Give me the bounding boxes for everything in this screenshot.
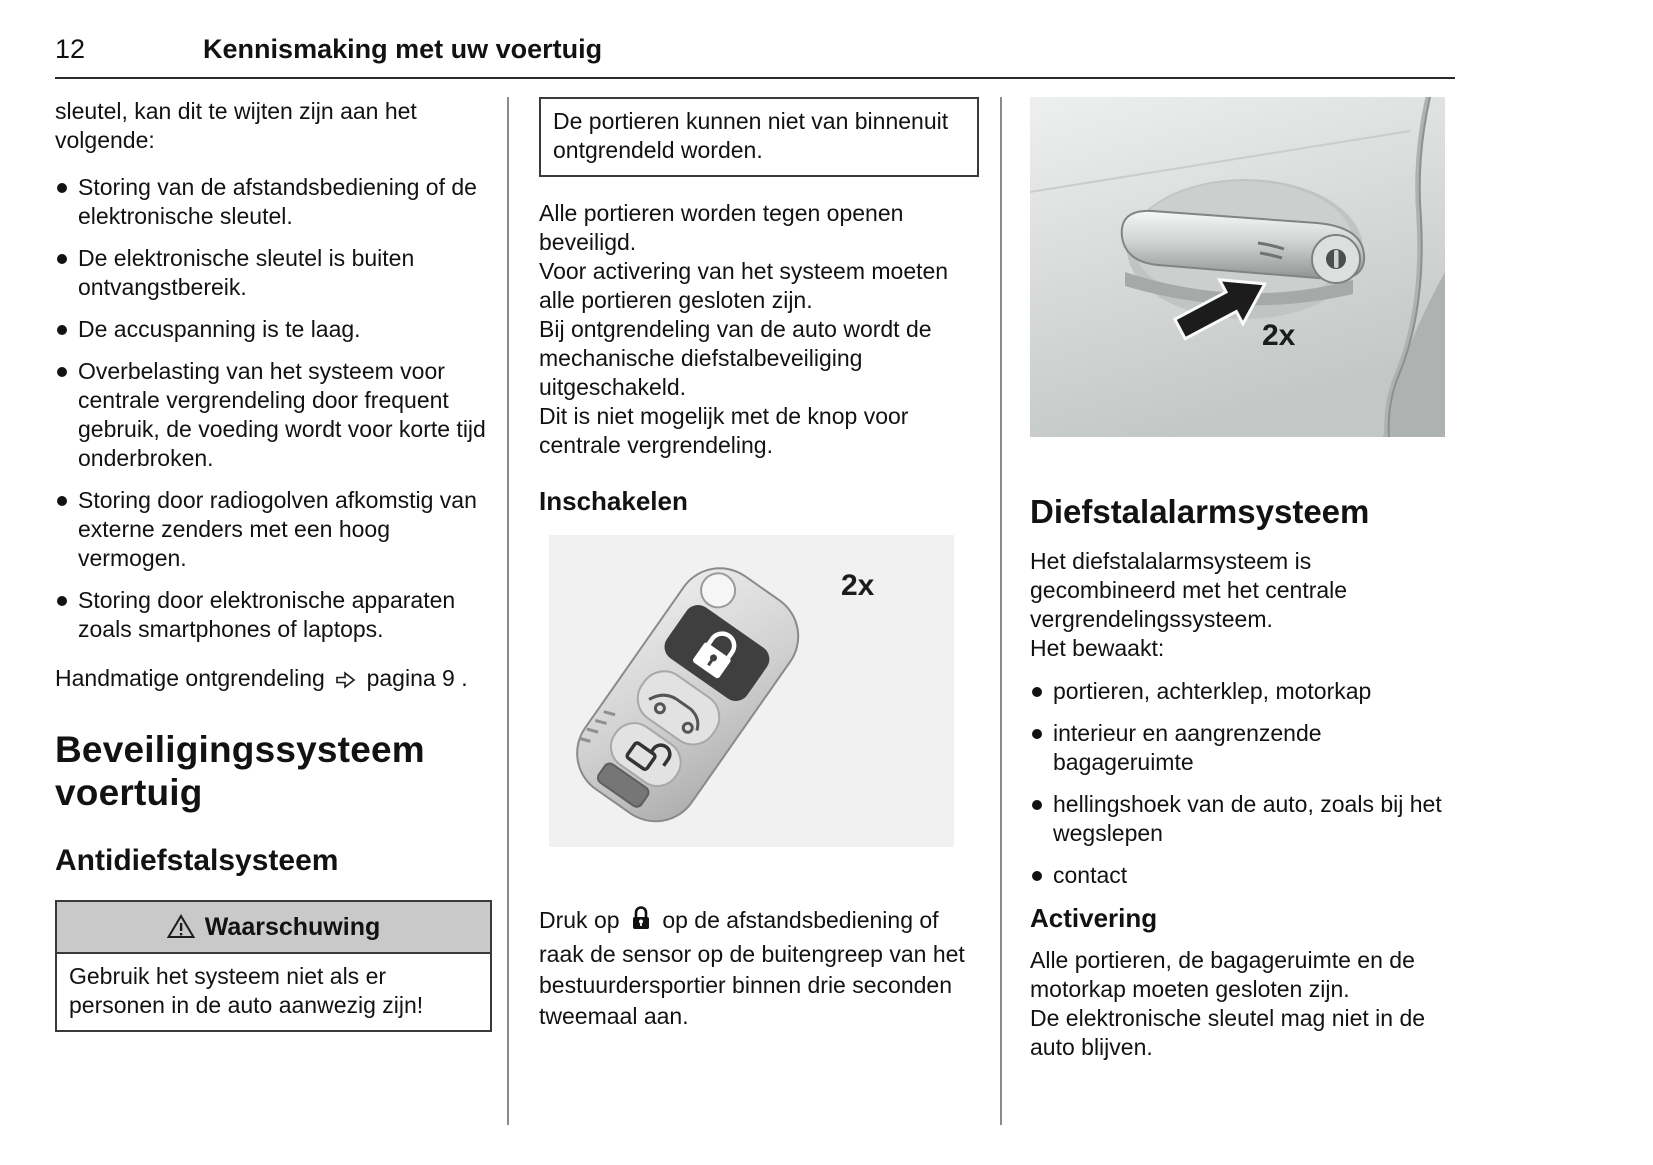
paragraph: Het bewaakt: — [1030, 635, 1165, 661]
list-item-text: hellingshoek van de auto, zoals bij het wegslepen — [1053, 791, 1442, 846]
paragraph: Bij ontgrendeling van de auto wordt de mechanische diefstalbeveiliging uitgeschakeld. — [539, 316, 932, 400]
section-heading: Beveiligingssysteem voertuig — [55, 729, 425, 813]
list-item — [55, 244, 493, 302]
intro-paragraph: sleutel, kan dit te wijten zijn aan het volgende: — [55, 98, 417, 153]
list-item — [55, 586, 493, 644]
paragraph: Voor activering van het systeem moeten alle portieren gesloten zijn. — [539, 258, 949, 313]
warning-triangle-icon — [167, 914, 195, 939]
bullet-icon — [57, 183, 67, 193]
list-item — [55, 173, 493, 231]
bullet-icon — [57, 325, 67, 335]
paragraph: Alle portieren worden tegen openen beveiligd. — [539, 200, 904, 255]
bullet-icon — [1032, 871, 1042, 881]
list-item — [55, 486, 493, 573]
list-item-text: Storing door elektronische apparaten zoals smartphones of laptops. — [78, 587, 456, 642]
page-header — [55, 34, 1455, 79]
list-item-text: interieur en aangrenzende bagageruimte — [1053, 720, 1322, 775]
instruction-paragraph — [539, 905, 984, 1032]
bullet-icon — [1032, 800, 1042, 810]
column-right — [1030, 97, 1454, 1125]
instruction-pre: Druk op — [539, 907, 620, 933]
instruction-post: op de afstandsbediening of raak de sensor op de buitengreep van het bestuurdersportier binnen drie seconden tweemaal aan. — [539, 907, 965, 1029]
press-twice-label: 2x — [841, 569, 875, 602]
page-number: 12 — [55, 34, 86, 64]
list-item — [55, 315, 493, 344]
list-item-text: contact — [1053, 862, 1128, 888]
columns — [55, 97, 1653, 1125]
list-item-text: Storing van de afstandsbediening of de elektronische sleutel. — [78, 174, 477, 229]
list-item — [1030, 861, 1454, 890]
paragraph: De elektronische sleutel mag niet in de auto blijven. — [1030, 1005, 1426, 1060]
list-item-text: De elektronische sleutel is buiten ontvangstbereik. — [78, 245, 415, 300]
activation-paragraphs — [1030, 946, 1454, 1062]
column-left — [55, 97, 493, 1125]
list-item-text: portieren, achterklep, motorkap — [1053, 678, 1372, 704]
bullet-icon — [1032, 729, 1042, 739]
manual-unlock-text: Handmatige ontgrendeling — [55, 665, 325, 691]
list-item-text: Overbelasting van het systeem voor centrale vergrendeling door frequent gebruik, de voeding wordt voor korte tijd onderbroken. — [78, 358, 486, 471]
column-divider — [507, 97, 509, 1125]
column-divider — [1000, 97, 1002, 1125]
paragraph: Dit is niet mogelijk met de knop voor centrale vergrendeling. — [539, 403, 909, 458]
remote-key-drawing — [549, 535, 954, 847]
warning-title: Waarschuwing — [204, 913, 381, 941]
list-item-text: De accuspanning is te laag. — [78, 316, 361, 342]
manual-unlock-line — [55, 664, 493, 696]
subsection-heading: Antidiefstalsysteem — [55, 844, 339, 877]
list-item-text: Storing door radiogolven afkomstig van externe zenders met een hoog vermogen. — [78, 487, 477, 571]
inschakelen-heading: Inschakelen — [539, 486, 688, 516]
warning-box — [55, 900, 492, 1032]
page-reference[interactable]: pagina 9 . — [366, 665, 468, 691]
cause-list — [55, 173, 493, 644]
bullet-icon — [57, 496, 67, 506]
paragraph: Alle portieren, de bagageruimte en de motorkap moeten gesloten zijn. — [1030, 947, 1415, 1002]
column-middle — [539, 97, 984, 1125]
bullet-icon — [57, 254, 67, 264]
list-item — [1030, 677, 1454, 706]
monitored-list — [1030, 677, 1454, 890]
alarm-heading: Diefstalalarmsysteem — [1030, 493, 1370, 530]
page-title: Kennismaking met uw voertuig — [203, 34, 603, 64]
warning-header — [57, 902, 490, 954]
closed-padlock-icon — [630, 905, 652, 939]
warning-body: Gebruik het systeem niet als er personen in de auto aanwezig zijn! — [69, 963, 424, 1018]
list-item — [1030, 790, 1454, 848]
right-arrow-icon — [335, 667, 356, 696]
door-handle-drawing — [1030, 97, 1445, 437]
list-item — [1030, 719, 1454, 777]
bullet-icon — [57, 367, 67, 377]
remote-key-illustration — [549, 535, 954, 847]
bullet-icon — [1032, 687, 1042, 697]
bullet-icon — [57, 596, 67, 606]
touch-twice-label: 2x — [1262, 319, 1296, 352]
activering-heading: Activering — [1030, 903, 1158, 933]
paragraph: Het diefstalalarmsysteem is gecombineerd met het centrale vergrendelingssysteem. — [1030, 548, 1348, 632]
door-handle-photo — [1030, 97, 1445, 437]
list-item — [55, 357, 493, 473]
note-box: De portieren kunnen niet van binnenuit ontgrendeld worden. — [539, 97, 979, 177]
